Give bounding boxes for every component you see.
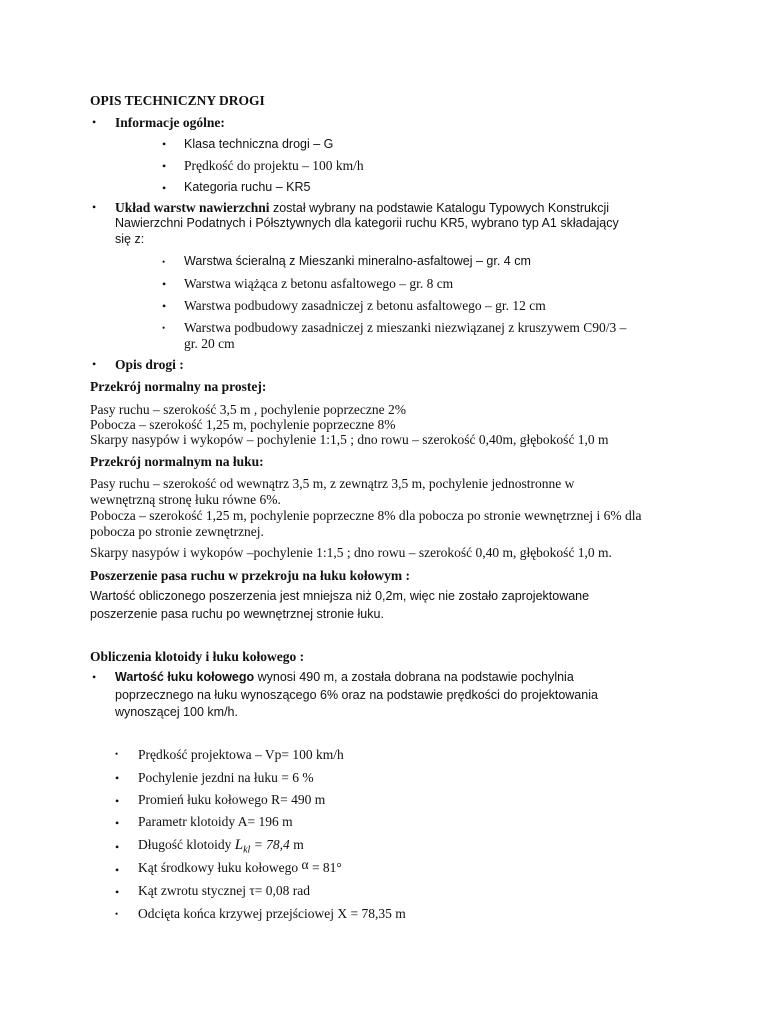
text-line: wewnętrzną stronę łuku równe 6%. <box>90 492 281 507</box>
calc-heading: Obliczenia klotoidy i łuku kołowego : <box>90 649 305 664</box>
param-item: Prędkość projektowa – Vp= 100 km/h <box>138 747 344 762</box>
layers-heading: Układ warstw nawierzchni <box>115 200 270 215</box>
document-title: OPIS TECHNICZNY DROGI <box>90 93 265 108</box>
general-heading: Informacje ogólne: <box>115 115 225 130</box>
bullet: • <box>115 909 119 919</box>
text-line: pobocza po stronie zewnętrznej. <box>90 524 264 539</box>
bullet: • <box>115 840 120 854</box>
widening-heading: Poszerzenie pasa ruchu w przekroju na łuku kołowym : <box>90 568 411 583</box>
param-item: Promień łuku kołowego R= 490 m <box>138 792 326 807</box>
bullet: • <box>115 749 119 759</box>
length-value: = 78,4 <box>250 837 290 852</box>
alpha-symbol: α <box>301 857 309 872</box>
param-item: Kąt zwrotu stycznej τ= 0,08 rad <box>138 883 310 898</box>
param-item: Pochylenie jezdni na łuku = 6 % <box>138 770 314 785</box>
layers-paragraph-line: się z: <box>115 232 145 246</box>
text-line: Pasy ruchu – szerokość od wewnątrz 3,5 m, z zewnątrz 3,5 m, pochylenie jednostronne w <box>90 476 575 491</box>
layer-item: Warstwa ścieralną z Mieszanki mineralno-asfaltowej – gr. 4 cm <box>184 254 531 268</box>
bullet: • <box>92 670 97 684</box>
bullet: • <box>162 277 167 291</box>
text-line: Wartość obliczonego poszerzenia jest mniejsza niż 0,2m, więc nie zostało zaprojektowane <box>90 589 590 603</box>
bullet: • <box>115 816 120 830</box>
param-item: Odcięta końca krzywej przejściowej X = 78,35 m <box>138 906 406 921</box>
bullet: • <box>162 159 167 173</box>
layer-item: Warstwa wiążąca z betonu asfaltowego – gr. 8 cm <box>184 276 454 291</box>
arc-heading: Wartość łuku kołowego <box>115 670 255 684</box>
bullet: • <box>162 257 166 267</box>
text-line: Skarpy nasypów i wykopów – pochylenie 1:1,5 ; dno rowu – szerokość 0,40m, głębokość 1,0 m <box>90 432 609 447</box>
arc-paragraph-line: Wartość łuku kołowego wynosi 490 m, a została dobrana na podstawie pochylnia <box>115 670 574 684</box>
text-line: Pobocza – szerokość 1,25 m, pochylenie poprzeczne 8% <box>90 417 396 432</box>
layers-paragraph-line: Układ warstw nawierzchni został wybrany na podstawie Katalogu Typowych Konstrukcji <box>115 200 610 215</box>
straight-section-heading: Przekrój normalny na prostej: <box>90 379 267 394</box>
bullet: • <box>92 115 97 129</box>
param-item: Parametr klotoidy A= 196 m <box>138 814 293 829</box>
bullet: • <box>115 771 120 785</box>
curve-section-heading: Przekrój normalnym na łuku: <box>90 454 264 469</box>
layer-item: Warstwa podbudowy zasadniczej z mieszanki niezwiązanej z kruszywem C90/3 – <box>184 320 627 335</box>
text-line: Pobocza – szerokość 1,25 m, pochylenie poprzeczne 8% dla pobocza po stronie wewnętrznej i 6% dla <box>90 508 642 523</box>
text-line: Skarpy nasypów i wykopów –pochylenie 1:1,5 ; dno rowu – szerokość 0,40 m, głębokość 1,0 m. <box>90 545 612 560</box>
length-symbol: L <box>234 837 244 853</box>
road-heading: Opis drogi : <box>115 357 184 372</box>
bullet: • <box>162 323 166 333</box>
text-line: Pasy ruchu – szerokość 3,5 m , pochylenie poprzeczne 2% <box>90 402 407 417</box>
bullet: • <box>162 137 167 151</box>
bullet: • <box>162 299 167 313</box>
list-item: Kategoria ruchu – KR5 <box>184 180 311 194</box>
layer-item-continuation: gr. 20 cm <box>184 336 235 351</box>
param-item-clothoid-length: Długość klotoidy $L_{kl} = 78,4$ m <box>138 837 304 856</box>
arc-paragraph-line: poprzecznego na łuku wynoszącego 6% oraz na podstawie prędkości do projektowania <box>115 688 598 702</box>
bullet: • <box>115 863 120 877</box>
layers-paragraph-line: Nawierzchni Podatnych i Półsztywnych dla kategorii ruchu KR5, wybrano typ A1 składający <box>115 216 619 230</box>
arc-paragraph-line: wynoszącej 100 km/h. <box>115 705 238 719</box>
bullet: • <box>115 794 120 808</box>
list-item: Klasa techniczna drogi – G <box>184 137 334 151</box>
length-subscript: kl <box>243 844 251 856</box>
text-line: poszerzenie pasa ruchu po wewnętrznej stronie łuku. <box>90 607 384 621</box>
param-item-central-angle: Kąt środkowy łuku kołowego α = 81° <box>138 857 342 875</box>
bullet: • <box>162 181 167 195</box>
layer-item: Warstwa podbudowy zasadniczej z betonu asfaltowego – gr. 12 cm <box>184 298 546 313</box>
bullet: • <box>92 200 97 214</box>
bullet: • <box>92 357 97 371</box>
bullet: • <box>115 885 120 899</box>
list-item: Prędkość do projektu – 100 km/h <box>184 158 364 173</box>
